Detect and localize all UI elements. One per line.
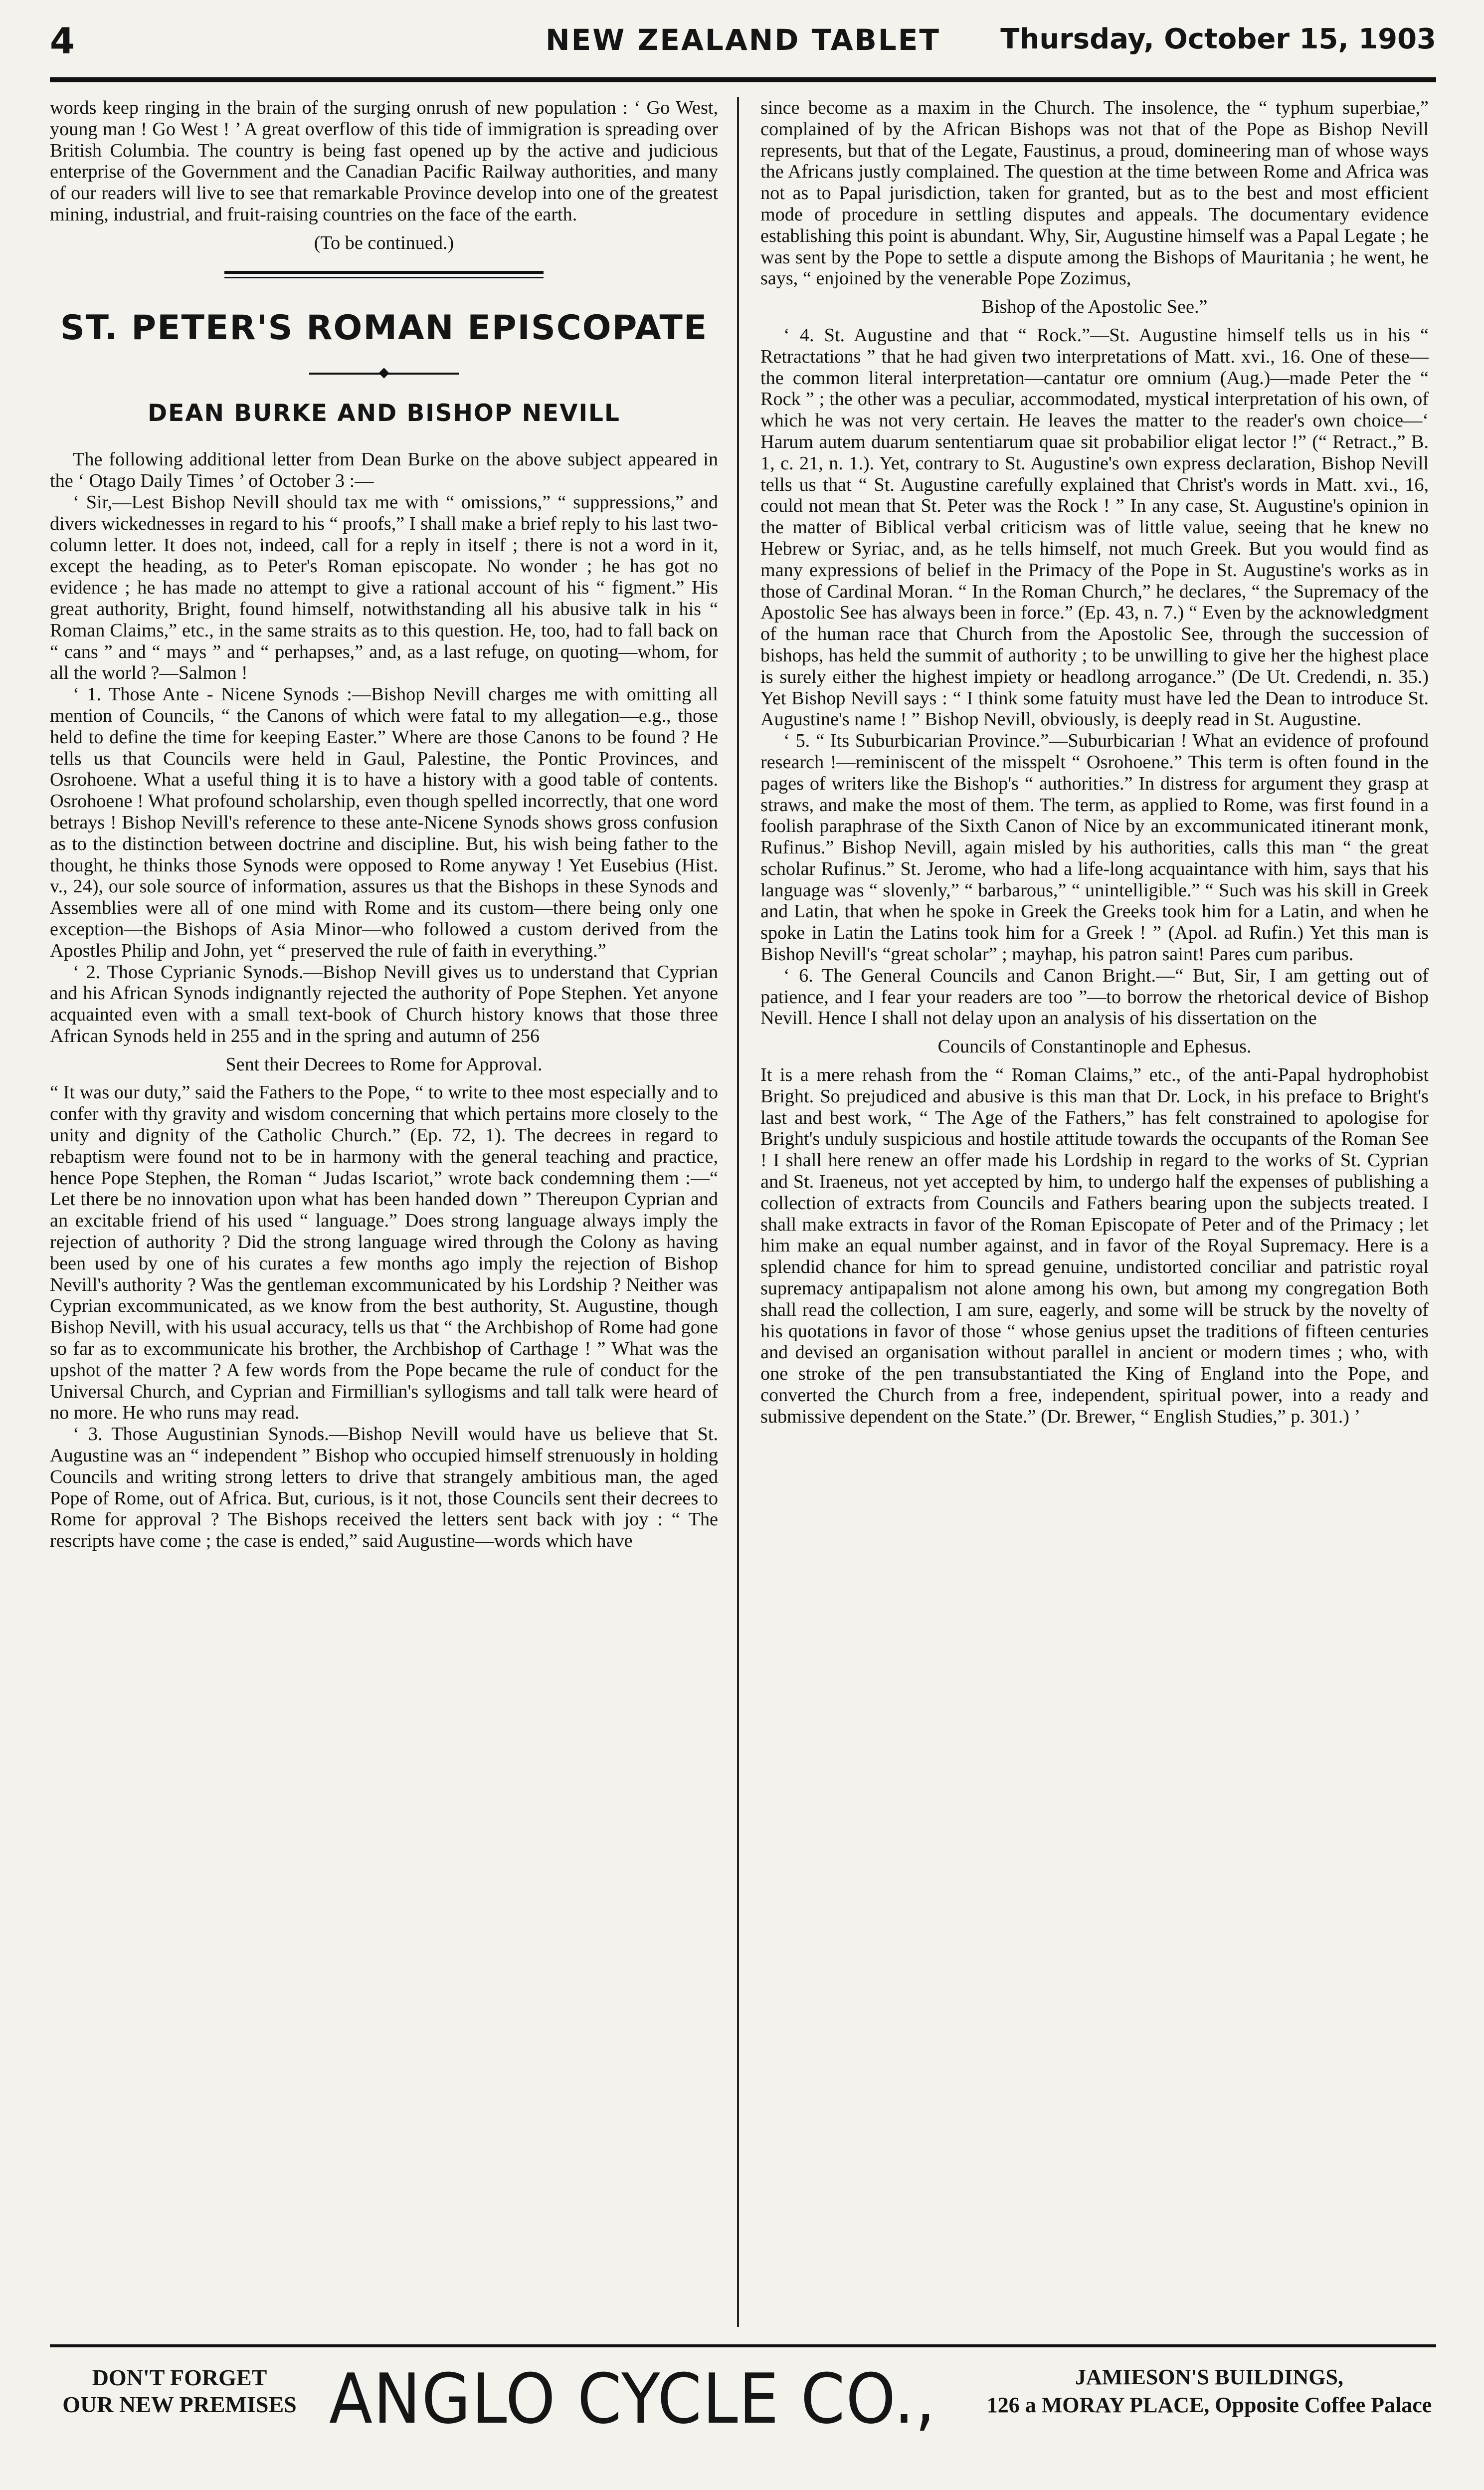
paragraph: ‘ 5. “ Its Suburbicarian Province.”—Suburbicarian ! What an evidence of profound research !—reminiscent of the misspelt “ Osrohoene.” This term is often found in the pages of writers like the Bishop's “ authorities.” In distress for argument they grasp at straws, and make the most of them. The term, as applied to Rome, was first found in a foolish paraphrase of the Sixth Canon of Nice by an excommunicated itinerant monk, Rufinus.” Bishop Nevill, again misled by his authorities, calls this man “ the great scholar Rufinus.” St. Jerome, who had a life-long acquaintance with him, says that his language was “ slovenly,” “ barbarous,” “ unintelligible.” “ Such was his skill in Greek and Latin, that when he spoke in Greek the Greeks took him for a Latin, and when he spoke in Latin the Latins took him for a Greek ! ” (Apol. ad Rufin.) Yet this man is Bishop Nevill's “great scholar” ; mayhap, his patron saint! Pares cum paribus. <box>760 730 1429 965</box>
paragraph: ‘ 3. Those Augustinian Synods.—Bishop Nevill would have us believe that St. Augustine was an “ independent ” Bishop who occupied himself strenuously in holding Councils and writing strong letters to drive that strangely ambitious man, the aged Pope of Rome, out of Africa. But, curious, is it not, those Councils sent their decrees to Rome for approval ? The Bishops received the letters sent back with joy : “ The rescripts have come ; the case is ended,” said Augustine—words which have <box>50 1424 718 1552</box>
center-line: Sent their Decrees to Rome for Approval. <box>225 1053 543 1075</box>
paragraph: The following additional letter from Dean Burke on the above subject appeared in the ‘ Otago Daily Times ’ of October 3 :— <box>50 449 718 492</box>
ornamental-rule <box>309 368 459 378</box>
paragraph: ‘ 4. St. Augustine and that “ Rock.”—St. Augustine himself tells us in his “ Retractations ” that he had given two interpretations of Matt. xvi., 16. One of these—the common literal interpretation—cantatur ore omnium (Aug.)—made Peter the “ Rock ” ; the other was a peculiar, accommodated, mystical interpretation of his own, of which he was not very certain. He leaves the matter to the reader's own choice—‘ Harum autem duarum sententiarum quae sit probabilior eligat lector !” (“ Retract.,” B. 1, c. 21, n. 1.). Yet, contrary to St. Augustine's own express declaration, Bishop Nevill tells us that “ St. Augustine carefully explained that Christ's words in Matt. xvi., 16, could not mean that St. Peter was the Rock ! ” In any case, St. Augustine's opinion in the matter of Biblical verbal criticism was of little value, seeing that he knew no Hebrew or Syriac, and, as he tells himself, not much Greek. But you would find as many expressions of belief in the Primacy of the Pope in St. Augustine's works as in those of Cardinal Moran. “ In the Roman Church,” he declares, “ the Supremacy of the Apostolic See has always been in force.” (Ep. 43, n. 7.) “ Even by the acknowledgment of the human race that Church from the Apostolic See, through the succession of bishops, has held the summit of authority ; to be unwilling to give her the highest place is surely either the highest impiety or headlong arrogance.” (De Ut. Credendi, n. 35.) Yet Bishop Nevill says : “ I think some fatuity must have led the Dean to introduce St. Augustine's name ! ” Bishop Nevill, obviously, is deeply read in St. Augustine. <box>760 324 1429 730</box>
advertisement-footer <box>50 2354 1436 2454</box>
paragraph: ‘ 6. The General Councils and Canon Bright.—“ But, Sir, I am getting out of patience, and I fear your readers are too ”—to borrow the rhetorical device of Bishop Nevill. Hence I shall not delay upon an analysis of his dissertation on the <box>760 965 1429 1029</box>
paragraph: ‘ 1. Those Ante - Nicene Synods :—Bishop Nevill charges me with omitting all mention of Councils, “ the Canons of which were fatal to my allegation—e.g., those held to define the time for keeping Easter.” Where are those Canons to be found ? He tells us that Councils were held in Gaul, Palestine, the Pontic Provinces, and Osrohoene. What a useful thing it is to have a history with a good table of contents. Osrohoene ! What profound scholarship, even though spelled incorrectly, that one word betrays ! Bishop Nevill's reference to these ante-Nicene Synods shows gross confusion as to the distinction between doctrine and discipline. But, his wish being father to the thought, he thinks those Synods were opposed to Rome anyway ! Yet Eusebius (Hist. v., 24), our sole source of information, assures us that the Bishops in these Synods and Assemblies were all of one mind with Rome and its custom—there being only one exception—the Bishops of Asia Minor—who followed a custom derived from the Apostles Philip and John, yet “ preserved the rule of faith in everything.” <box>50 684 718 961</box>
paragraph: since become as a maxim in the Church. The insolence, the “ typhum superbiae,” complained of by the African Bishops was not that of the Pope as Bishop Nevill represents, but that of the Legate, Faustinus, a proud, domineering man of whose ways the Africans justly complained. The question at the time between Rome and Africa was not as to Papal jurisdiction, taken for granted, but as to the best and most efficient mode of procedure in settling disputes and appeals. The documentary evidence establishing this point is abundant. Why, Sir, Augustine himself was a Papal Legate ; he was sent by the Pope to settle a dispute among the Bishops of Mauritania ; he went, he says, “ enjoined by the venerable Pope Zozimus, <box>760 97 1429 289</box>
ad-right-line: 126 a MORAY PLACE, Opposite Coffee Palace <box>986 2393 1432 2417</box>
column-divider <box>737 97 739 2327</box>
page-header <box>50 20 1436 75</box>
to-be-continued: (To be continued.) <box>314 232 454 253</box>
ad-left-line: DON'T FORGET <box>92 2365 267 2390</box>
paragraph: “ It was our duty,” said the Fathers to the Pope, “ to write to thee most especially and to confer with thy gravity and wisdom concerning that which pertains more closely to the unity and dignity of the Catholic Church.” (Ep. 72, 1). The decrees in regard to rebaptism were found not to be in harmony with the general teaching and practice, hence Pope Stephen, the Roman “ Judas Iscariot,” wrote back condemning them :—“ Let there be no innovation upon what has been handed down ” Thereupon Cyprian and an excitable friend of his used “ language.” Does strong language always imply the rejection of authority ? Did the strong language wired through the Colony as having been used by one of his curates a few months ago imply the rejection of Bishop Nevill's authority ? Was the gentleman excommunicated by his Lordship ? Neither was Cyprian excommunicated, as we know from the best authority, St. Augustine, though Bishop Nevill, with his usual accuracy, tells us that “ the Archbishop of Rome had gone so far as to excommunicate his brother, the Archbishop of Carthage ! ” What was the upshot of the matter ? A few words from the Pope became the rule of conduct for the Universal Church, and Cyprian and Firmillian's syllogisms and tall talk were heard of no more. He who runs may read. <box>50 1082 718 1424</box>
publication-title: NEW ZEALAND TABLET <box>546 23 940 57</box>
diamond-ornament-icon <box>378 368 389 378</box>
page-number: 4 <box>50 20 75 62</box>
ad-left-line: OUR NEW PREMISES <box>62 2392 297 2417</box>
ad-company-name: ANGLO CYCLE CO., <box>329 2359 936 2439</box>
right-column <box>760 97 1429 2327</box>
ad-right-line: JAMIESON'S BUILDINGS, <box>1075 2365 1343 2389</box>
continued-article-text: words keep ringing in the brain of the surging onrush of new population : ‘ Go West, young man ! Go West ! ’ A great overflow of this tide of immigration is spreading over British Columbia. The country is being fast opened up by the active and judicious enterprise of the Government and the Canadian Pacific Railway authorities, and many of our readers will live to see that remarkable Province develop into one of the greatest mining, industrial, and fruit-raising countries on the face of the earth. <box>50 97 718 225</box>
header-rule <box>50 77 1436 82</box>
paragraph: It is a mere rehash from the “ Roman Claims,” etc., of the anti-Papal hydrophobist Bright. So prejudiced and abusive is this man that Dr. Lock, in his preface to Bright's last and best work, “ The Age of the Fathers,” has felt constrained to apologise for Bright's unduly suspicious and hostile attitude towards the occupants of the Roman See ! I shall here renew an offer made his Lordship in regard to the works of St. Cyprian and St. Iraeneus, not yet accepted by him, to undergo half the expenses of publishing a collection of extracts from Councils and Fathers bearing upon the subjects treated. I shall make extracts in favor of the Roman Episcopate of Peter and of the Primacy ; let him make an equal number against, and in favor of the Royal Supremacy. Here is a splendid chance for him to spread genuine, undistorted conciliar and patristic royal supremacy antipapalism not alone among his own, but among my congregation Both shall read the collection, I am sure, eagerly, and some will be struck by the novelty of his quotations in favor of those “ whose genius upset the traditions of fifteen centuries and devised an organisation without parallel in ancient or modern times ; who, with one stroke of the pen transubstantiated the King of England into the Pope, and converted the Church from a free, independent, spiritual power, into a ready and submissive dependent on the State.” (Dr. Brewer, “ English Studies,” p. 301.) ’ <box>760 1064 1429 1427</box>
ad-right-block <box>982 2363 1436 2419</box>
paragraph: ‘ Sir,—Lest Bishop Nevill should tax me with “ omissions,” “ suppressions,” and divers wickednesses in regard to his “ proofs,” I shall make a brief reply to his last two-column letter. It does not, indeed, call for a reply in itself ; there is not a word in it, except the heading, as to Peter's Roman episcopate. No wonder ; he has got no evidence ; he has made no attempt to give a rational account of his “ figment.” His great authority, Bright, found himself, notwithstanding all his abusive talk in his “ Roman Claims,” etc., in the same straits as to this question. He, too, had to fall back on “ cans ” and “ mays ” and “ perhapses,” and, as a last refuge, on quoting—whom, for all the world ?—Salmon ! <box>50 491 718 684</box>
left-column <box>50 97 718 2327</box>
center-line: Councils of Constantinople and Ephesus. <box>937 1036 1252 1057</box>
article-headline: ST. PETER'S ROMAN EPISCOPATE <box>60 308 708 348</box>
section-divider <box>224 271 544 278</box>
ad-left-block <box>50 2364 309 2418</box>
paragraph: ‘ 2. Those Cyprianic Synods.—Bishop Nevill gives us to understand that Cyprian and his African Synods indignantly rejected the authority of Pope Stephen. Yet anyone acquainted even with a small text-book of Church history knows that those three African Synods held in 255 and in the spring and autumn of 256 <box>50 961 718 1046</box>
center-line: Bishop of the Apostolic See.” <box>981 296 1208 318</box>
issue-date: Thursday, October 15, 1903 <box>1000 23 1436 55</box>
article-subhead: DEAN BURKE AND BISHOP NEVILL <box>148 399 620 427</box>
footer-rule <box>50 2344 1436 2347</box>
